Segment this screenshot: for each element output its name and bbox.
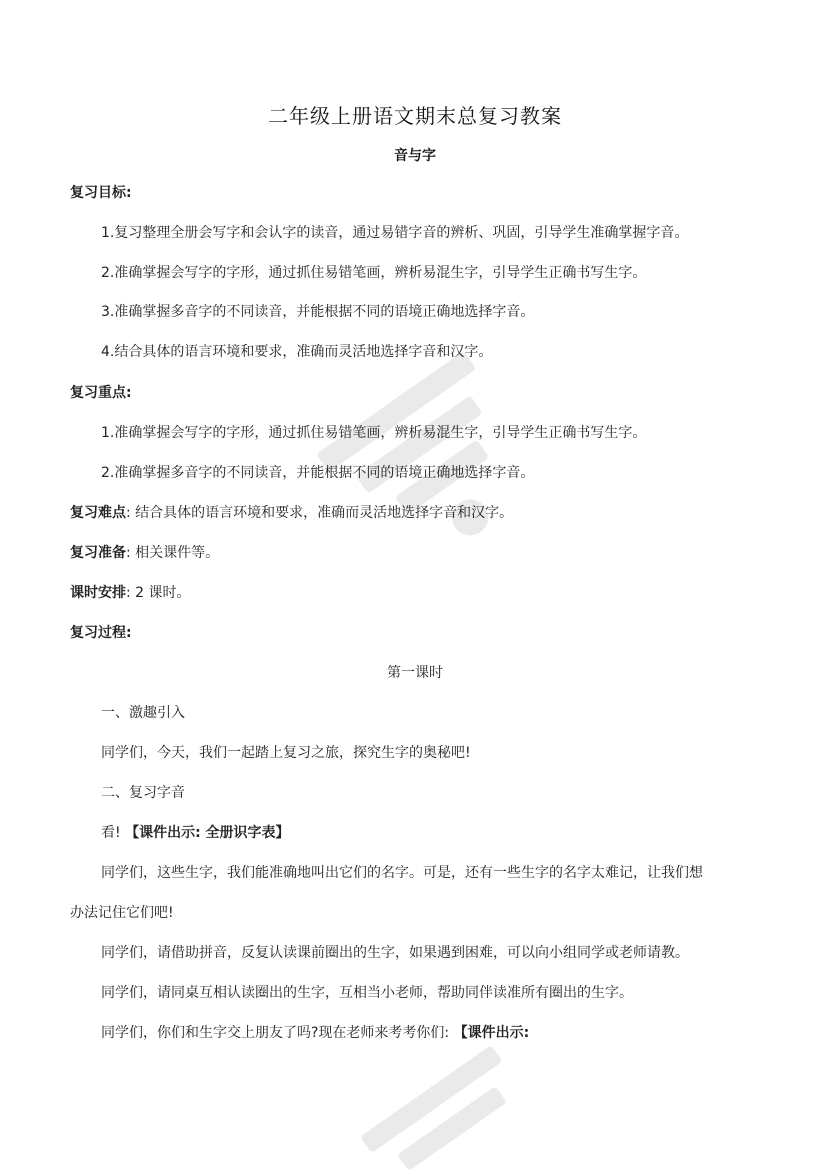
- objective-item: 4.结合具体的语言环境和要求，准确而灵活地选择字音和汉字。: [101, 344, 493, 360]
- process-heading: 复习过程:: [70, 625, 132, 641]
- paragraph-line: 办法记住它们吧!: [70, 905, 174, 921]
- preparation-line: [70, 543, 770, 563]
- paragraph-line: 同学们，这些生字，我们能准确地叫出它们的名字。可是，还有一些生字的名字太难记，让我们想: [101, 865, 703, 881]
- preparation-label: 复习准备: [70, 545, 126, 561]
- paragraph-line: [101, 1023, 771, 1043]
- difficulty-line: [70, 503, 770, 523]
- lesson-heading: 第一课时: [387, 665, 443, 681]
- document-title: 二年级上册语文期末总复习教案: [268, 104, 562, 128]
- schedule-label: 课时安排: [70, 585, 126, 601]
- paragraph-line: 同学们，请同桌互相认读圈出的生字，互相当小老师，帮助同伴读准所有圈出的生字。: [101, 985, 633, 1001]
- document-subtitle: 音与字: [394, 148, 436, 164]
- watermark-logo: [360, 1040, 560, 1176]
- schedule-text: : 2 课时。: [126, 585, 191, 601]
- objective-item: 1.复习整理全册会写字和会认字的读音，通过易错字音的辨析、巩固，引导学生准确掌握字音。: [101, 225, 689, 241]
- preparation-text: : 相关课件等。: [126, 545, 220, 561]
- paragraph-line: 同学们，请借助拼音，反复认读课前圈出的生字，如果遇到困难，可以向小组同学或老师请教。: [101, 945, 689, 961]
- section-text: 同学们，今天，我们一起踏上复习之旅，探究生字的奥秘吧!: [101, 745, 471, 761]
- section-heading: 一、激趣引入: [101, 705, 185, 721]
- key-point-item: 1.准确掌握会写字的字形，通过抓住易错笔画，辨析易混生字，引导学生正确书写生字。: [101, 425, 647, 441]
- look-line: [101, 823, 771, 843]
- objective-item: 3.准确掌握多音字的不同读音，并能根据不同的语境正确地选择字音。: [101, 304, 535, 320]
- courseware-label: 【课件出示:: [453, 1025, 530, 1041]
- look-prefix: 看!: [101, 825, 121, 841]
- objective-item: 2.准确掌握会写字的字形，通过抓住易错笔画，辨析易混生字，引导学生正确书写生字。: [101, 265, 647, 281]
- schedule-line: [70, 583, 770, 603]
- courseware-label: 【课件出示: 全册识字表】: [125, 825, 290, 841]
- objectives-heading: 复习目标:: [70, 185, 132, 201]
- difficulty-text: : 结合具体的语言环境和要求，准确而灵活地选择字音和汉字。: [126, 505, 514, 521]
- para4-prefix: 同学们，你们和生字交上朋友了吗?现在老师来考考你们:: [101, 1025, 450, 1041]
- section-heading: 二、复习字音: [101, 785, 185, 801]
- key-points-heading: 复习重点:: [70, 385, 132, 401]
- difficulty-label: 复习难点: [70, 505, 126, 521]
- key-point-item: 2.准确掌握多音字的不同读音，并能根据不同的语境正确地选择字音。: [101, 465, 535, 481]
